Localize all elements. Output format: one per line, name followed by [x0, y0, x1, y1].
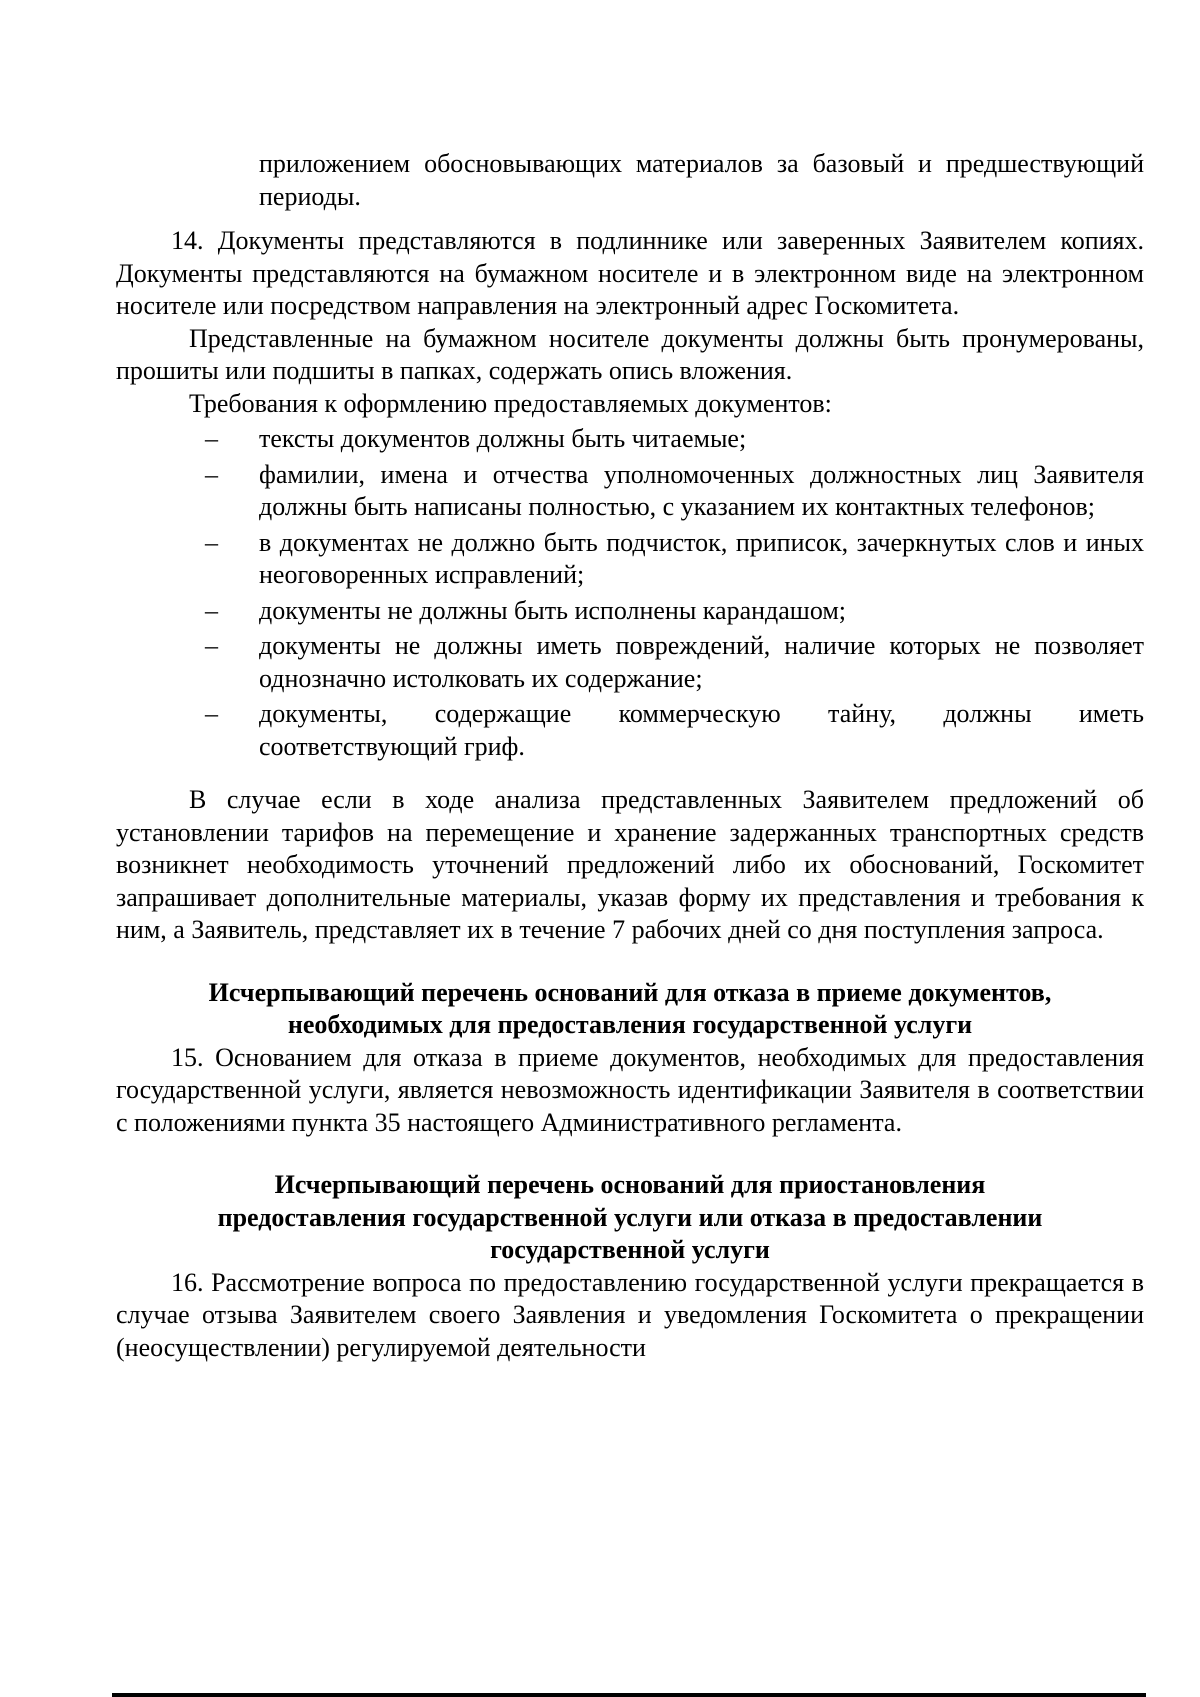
dash-bullet: – — [205, 459, 218, 489]
section-15-heading — [116, 977, 1144, 1042]
dash-bullet: – — [205, 631, 218, 660]
list-item — [116, 527, 1144, 592]
section-15-heading-line: необходимых для предоставления государственной услуги — [287, 1010, 973, 1039]
list-item — [116, 423, 1144, 456]
paragraph-14-clarification: В случае если в ходе анализа представленных Заявителем предложений об установлении тарифов на перемещение и хранение задержанных транспортных средств возникнет необходимость уточнений предложений либо их обоснований, Госкомитет запрашивает дополнительные материалы, указав форму их представления и требования к ним, а Заявитель, представляет их в течение 7 рабочих дней со дня поступления запроса. — [116, 785, 1144, 944]
list-item-text: в документах не должно быть подчисток, приписок, зачеркнутых слов и иных неоговоренных исправлений; — [259, 527, 1144, 589]
paragraph-16: 16. Рассмотрение вопроса по предоставлению государственной услуги прекращается в случае отзыва Заявителем своего Заявления и уведомления Госкомитета о прекращении (неосуществлении) регулируемой деятельности — [116, 1267, 1144, 1362]
section-16-heading-line: Исчерпывающий перечень оснований для приостановления — [274, 1170, 986, 1199]
section-16-heading-line: государственной услуги — [490, 1235, 770, 1264]
page-content — [116, 148, 1144, 1364]
dash-bullet: – — [205, 595, 218, 625]
section-16-heading-line: предоставления государственной услуги или отказа в предоставлении — [217, 1202, 1043, 1232]
paragraph-14-paper-documents: Представленные на бумажном носителе документы должны быть пронумерованы, прошиты или подшиты в папках, содержать опись вложения. — [116, 323, 1144, 385]
list-item — [116, 459, 1144, 524]
list-item-text: документы не должны иметь повреждений, наличие которых не позволяет однозначно истолковать их содержание; — [259, 631, 1144, 693]
page-bottom-rule — [112, 1693, 1146, 1697]
intro-continuation: приложением обосновывающих материалов за базовый и предшествующий периоды. — [259, 149, 1144, 211]
list-item-text: документы, содержащие коммерческую тайну, должны иметь соответствующий гриф. — [259, 699, 1144, 761]
paragraph-15: 15. Основанием для отказа в приеме документов, необходимых для предоставления государственной услуги, является невозможность идентификации Заявителя в соответствии с положениями пункта 35 настоящего Административного регламента. — [116, 1042, 1144, 1137]
list-item-text: документы не должны быть исполнены карандашом; — [259, 595, 847, 625]
dash-bullet: – — [205, 699, 218, 728]
dash-bullet: – — [205, 527, 218, 557]
list-item-text: тексты документов должны быть читаемые; — [259, 424, 747, 453]
paragraph-14-requirements-intro: Требования к оформлению предоставляемых документов: — [189, 388, 832, 418]
dash-bullet: – — [205, 424, 218, 453]
section-15-heading-line: Исчерпывающий перечень оснований для отказа в приеме документов, — [208, 977, 1052, 1007]
section-16-heading — [116, 1169, 1144, 1267]
list-item — [116, 630, 1144, 695]
list-item — [116, 595, 1144, 628]
list-item-text: фамилии, имена и отчества уполномоченных должностных лиц Заявителя должны быть написаны полностью, с указанием их контактных телефонов; — [259, 459, 1144, 521]
list-item — [116, 698, 1144, 763]
paragraph-14: 14. Документы представляются в подлиннике или заверенных Заявителем копиях. Документы представляются на бумажном носителе и в электронном виде на электронном носителе или посредством направления на электронный адрес Госкомитета. — [116, 226, 1144, 320]
requirements-list — [116, 423, 1144, 763]
